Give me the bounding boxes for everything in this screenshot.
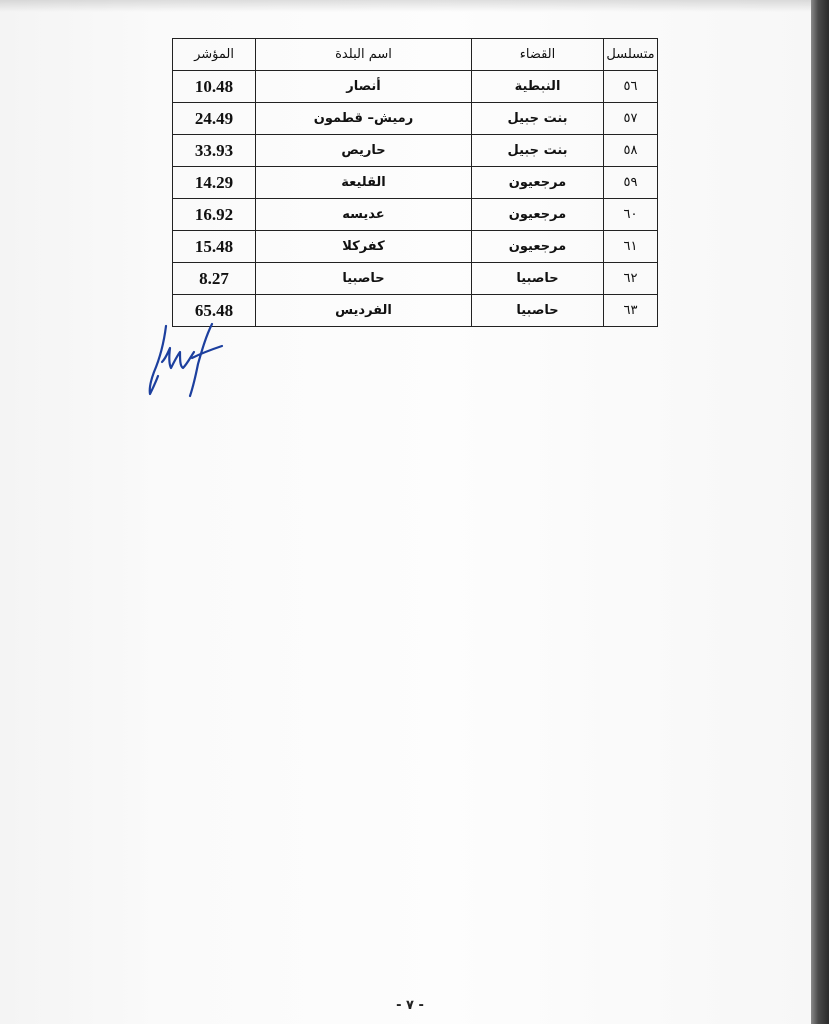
cell-town: كفركلا <box>256 231 472 263</box>
cell-district: النبطية <box>472 71 604 103</box>
cell-town: حاصبيا <box>256 263 472 295</box>
table-row <box>173 135 658 167</box>
header-district: القضاء <box>472 39 604 71</box>
cell-town: حاريص <box>256 135 472 167</box>
page-edge-shadow <box>811 0 829 1024</box>
cell-serial: ٦٣ <box>604 295 658 327</box>
table-row <box>173 263 658 295</box>
header-index: المؤشر <box>173 39 256 71</box>
cell-index: 16.92 <box>173 199 256 231</box>
cell-district: حاصبيا <box>472 263 604 295</box>
cell-index: 65.48 <box>173 295 256 327</box>
table-header-row <box>173 39 658 71</box>
cell-town: أنصار <box>256 71 472 103</box>
cell-district: بنت جبيل <box>472 135 604 167</box>
cell-serial: ٦١ <box>604 231 658 263</box>
cell-serial: ٦٢ <box>604 263 658 295</box>
header-serial: متسلسل <box>604 39 658 71</box>
cell-town: رميش– قطمون <box>256 103 472 135</box>
cell-serial: ٥٨ <box>604 135 658 167</box>
cell-district: مرجعيون <box>472 231 604 263</box>
cell-index: 10.48 <box>173 71 256 103</box>
page-number: - ٧ - <box>396 998 424 1013</box>
cell-index: 14.29 <box>173 167 256 199</box>
cell-index: 33.93 <box>173 135 256 167</box>
header-town: اسم البلدة <box>256 39 472 71</box>
cell-serial: ٥٩ <box>604 167 658 199</box>
cell-serial: ٥٦ <box>604 71 658 103</box>
cell-district: مرجعيون <box>472 167 604 199</box>
table-row <box>173 167 658 199</box>
cell-serial: ٦٠ <box>604 199 658 231</box>
cell-town: القليعة <box>256 167 472 199</box>
table-row <box>173 295 658 327</box>
signature-icon <box>142 318 232 402</box>
table-row <box>173 231 658 263</box>
cell-index: 8.27 <box>173 263 256 295</box>
table-row <box>173 199 658 231</box>
page-shadow <box>0 0 811 12</box>
cell-town: عديسه <box>256 199 472 231</box>
cell-district: بنت جبيل <box>472 103 604 135</box>
cell-district: مرجعيون <box>472 199 604 231</box>
cell-town: الفرديس <box>256 295 472 327</box>
cell-district: حاصبيا <box>472 295 604 327</box>
table-row <box>173 71 658 103</box>
towns-index-table <box>172 38 658 327</box>
table-row <box>173 103 658 135</box>
cell-index: 15.48 <box>173 231 256 263</box>
cell-index: 24.49 <box>173 103 256 135</box>
cell-serial: ٥٧ <box>604 103 658 135</box>
